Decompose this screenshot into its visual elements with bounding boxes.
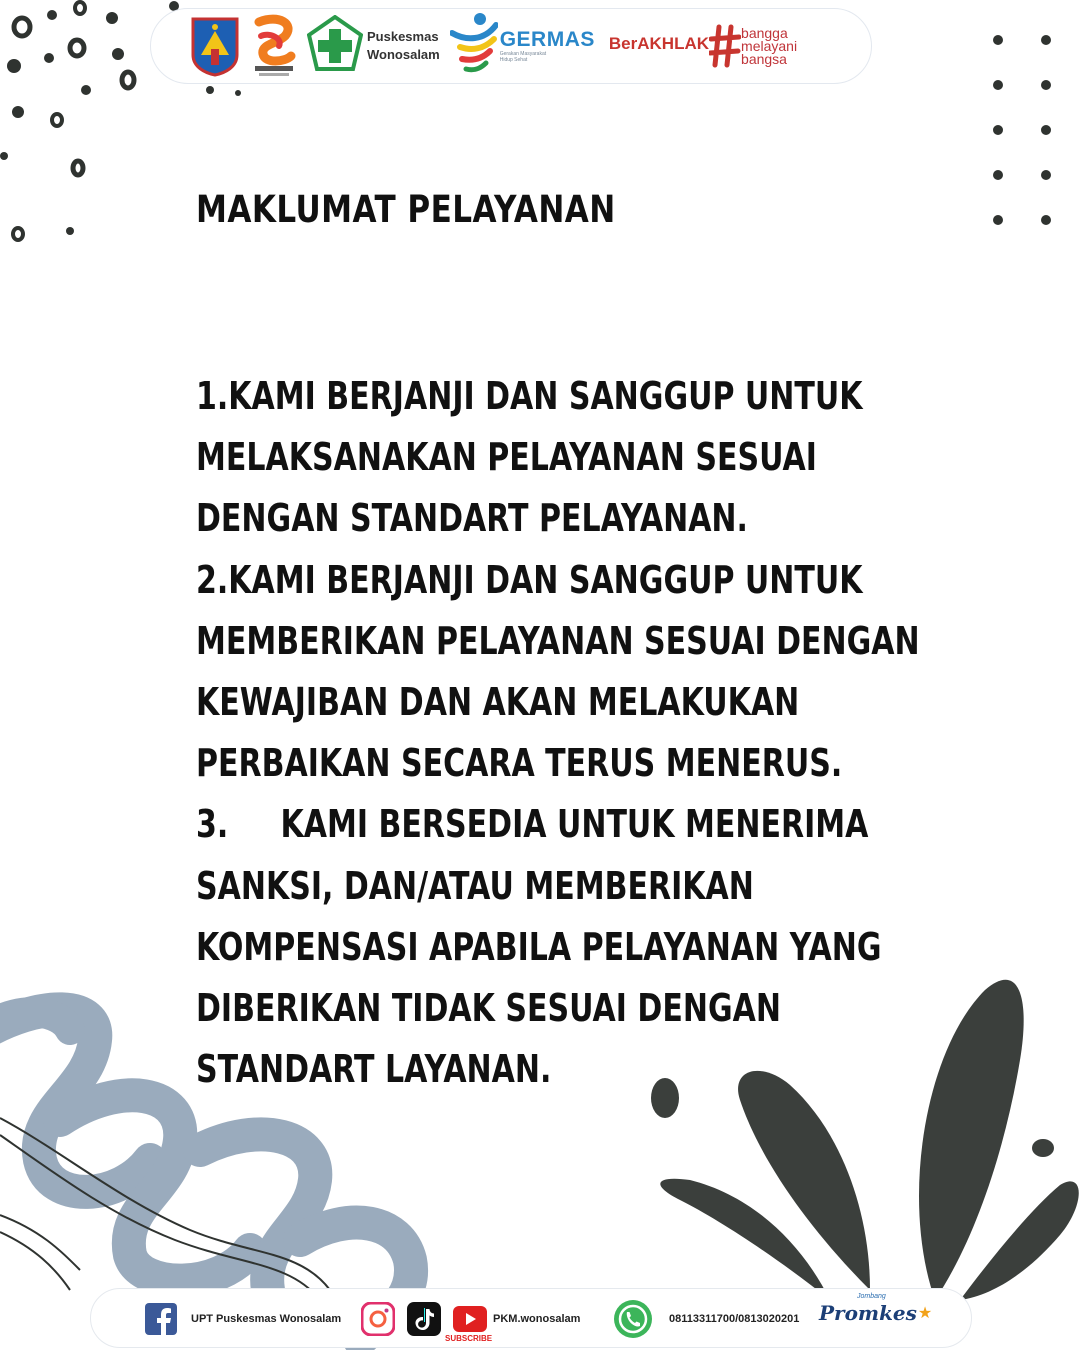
dot-grid-top-right (993, 35, 1051, 225)
instagram-icon (361, 1302, 395, 1336)
body-line: STANDART LAYANAN. (196, 1047, 552, 1092)
body-line: KOMPENSASI APABILA PELAYANAN YANG (196, 924, 882, 969)
hashtag-icon (709, 23, 741, 69)
maklumat-body (196, 366, 1080, 1100)
east-java-emblem-logo (189, 15, 241, 77)
body-line: MELAKSANAKAN PELAYANAN SESUAI (196, 435, 817, 480)
facebook-page-name: UPT Puskesmas Wonosalam (191, 1313, 342, 1325)
body-line: SANKSI, DAN/ATAU MEMBERIKAN (196, 863, 754, 908)
page-title: MAKLUMAT PELAYANAN (196, 188, 616, 231)
body-line: 1.KAMI BERJANJI DAN SANGGUP UNTUK (196, 374, 863, 418)
header-logo-strip (150, 8, 872, 84)
youtube-link[interactable] (453, 1303, 580, 1335)
body-line: 2.KAMI BERJANJI DAN SANGGUP UNTUK (196, 557, 863, 602)
promkes-region: Jombang (857, 1293, 886, 1300)
promkes-logo (819, 1293, 933, 1325)
berakhlak-wordmark: BerAKHLAK (608, 33, 710, 53)
subscribe-label: SUBSCRIBE (445, 1334, 493, 1343)
promkes-wordmark: Promkes (819, 1301, 917, 1325)
youtube-icon (453, 1303, 487, 1335)
star-icon: ★ (917, 1305, 933, 1322)
whatsapp-phone-icon (613, 1299, 653, 1339)
body-line: 3. KAMI BERSEDIA UNTUK MENERIMA (196, 802, 869, 847)
instagram-link[interactable] (361, 1302, 395, 1336)
tiktok-icon (407, 1302, 441, 1336)
body-line: KEWAJIBAN DAN AKAN MELAKUKAN (196, 679, 800, 724)
puskesmas-logo (307, 15, 440, 77)
germas-wordmark: GERMAS (499, 28, 595, 51)
facebook-icon (145, 1303, 177, 1335)
puskesmas-name: Puskesmas Wonosalam (367, 29, 440, 62)
whatsapp-link[interactable] (613, 1299, 799, 1339)
bangga-melayani-bangsa-tagline: bangga melayani bangsa (741, 24, 798, 67)
footer-facebook[interactable] (145, 1303, 341, 1335)
body-line: MEMBERIKAN PELAYANAN SESUAI DENGAN (196, 618, 920, 663)
health-office-logo (249, 14, 299, 78)
body-line: DENGAN STANDART PELAYANAN. (196, 496, 748, 541)
body-line: DIBERIKAN TIDAK SESUAI DENGAN (196, 985, 781, 1030)
phone-numbers: 08113311700/0813020201 (669, 1313, 800, 1325)
footer-social-bar (90, 1288, 972, 1348)
tiktok-link[interactable] (407, 1302, 441, 1336)
body-line: PERBAIKAN SECARA TERUS MENERUS. (196, 741, 843, 786)
berakhlak-logo (609, 23, 797, 69)
germas-logo: GERMAS Gerakan Masyarakat Hidup Sehat (450, 11, 595, 81)
social-handle: PKM.wonosalam (493, 1313, 581, 1325)
